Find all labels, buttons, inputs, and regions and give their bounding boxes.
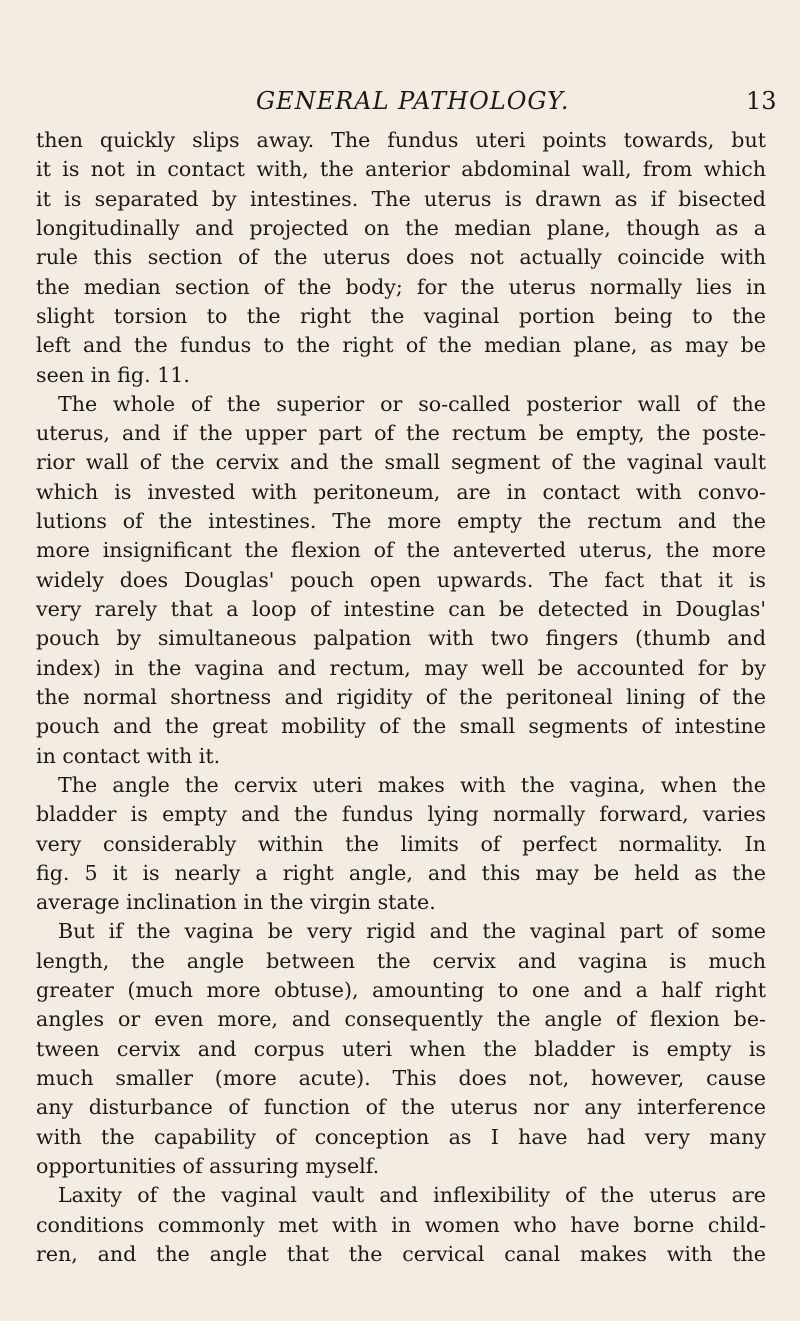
text-line: slight torsion to the right the vaginal portion being to the: [36, 303, 766, 328]
text-line: with the capability of conception as I have had very many: [36, 1124, 766, 1149]
text-line: longitudinally and projected on the median plane, though as a: [36, 215, 766, 240]
page-header: [0, 84, 800, 118]
text-line: The whole of the superior or so-called posterior wall of the: [58, 391, 766, 416]
text-line: the median section of the body; for the uterus normally lies in: [36, 274, 766, 299]
text-line: lutions of the intestines. The more empty the rectum and the: [36, 509, 766, 534]
text-line: average inclination in the virgin state.: [36, 890, 436, 915]
text-line: in contact with it.: [36, 743, 221, 768]
text-line: pouch by simultaneous palpation with two fingers (thumb and: [36, 626, 766, 651]
text-line: tween cervix and corpus uteri when the bladder is empty is: [36, 1036, 766, 1061]
text-line: seen in fig. 11.: [36, 362, 190, 387]
text-line: it is not in contact with, the anterior abdominal wall, from which: [36, 157, 766, 182]
text-line: rule this section of the uterus does not actually coincide with: [36, 245, 766, 270]
running-head: GENERAL PATHOLOGY.: [256, 87, 570, 115]
text-line: angles or even more, and consequently the angle of flexion be-: [36, 1007, 766, 1032]
text-line: But if the vagina be very rigid and the vaginal part of some: [58, 919, 766, 944]
text-line: pouch and the great mobility of the small segments of intestine: [36, 714, 766, 739]
text-line: very rarely that a loop of intestine can be detected in Douglas': [36, 597, 766, 621]
text-line: The angle the cervix uteri makes with the vagina, when the: [58, 772, 766, 797]
text-line: then quickly slips away. The fundus uteri points towards, but: [36, 128, 766, 152]
text-line: widely does Douglas' pouch open upwards. The fact that it is: [36, 567, 766, 592]
text-line: ren, and the angle that the cervical canal makes with the: [36, 1241, 766, 1266]
text-line: much smaller (more acute). This does not, however, cause: [36, 1066, 766, 1090]
text-line: fig. 5 it is nearly a right angle, and this may be held as the: [36, 860, 766, 885]
text-line: any disturbance of function of the uterus nor any interference: [36, 1095, 766, 1120]
page-number: 13: [746, 87, 777, 115]
text-line: more insignificant the flexion of the anteverted uterus, the more: [36, 538, 766, 563]
text-line: conditions commonly met with in women who have borne child-: [36, 1212, 766, 1237]
text-line: very considerably within the limits of perfect normality. In: [36, 831, 766, 856]
text-line: rior wall of the cervix and the small segment of the vaginal vault: [36, 450, 766, 475]
text-line: Laxity of the vaginal vault and inflexibility of the uterus are: [58, 1183, 766, 1208]
text-line: uterus, and if the upper part of the rectum be empty, the poste-: [36, 421, 766, 446]
text-line: index) in the vagina and rectum, may well be accounted for by: [36, 655, 766, 680]
text-line: the normal shortness and rigidity of the peritoneal lining of the: [36, 684, 766, 709]
text-line: it is separated by intestines. The uterus is drawn as if bisected: [36, 186, 766, 211]
text-line: bladder is empty and the fundus lying normally forward, varies: [36, 802, 766, 827]
text-line: opportunities of assuring myself.: [36, 1153, 380, 1178]
text-line: greater (much more obtuse), amounting to one and a half right: [36, 978, 766, 1003]
text-line: left and the fundus to the right of the median plane, as may be: [36, 333, 766, 358]
text-line: length, the angle between the cervix and vagina is much: [36, 948, 766, 973]
text-line: which is invested with peritoneum, are in contact with convo-: [36, 479, 766, 504]
body-text: [36, 126, 766, 1269]
